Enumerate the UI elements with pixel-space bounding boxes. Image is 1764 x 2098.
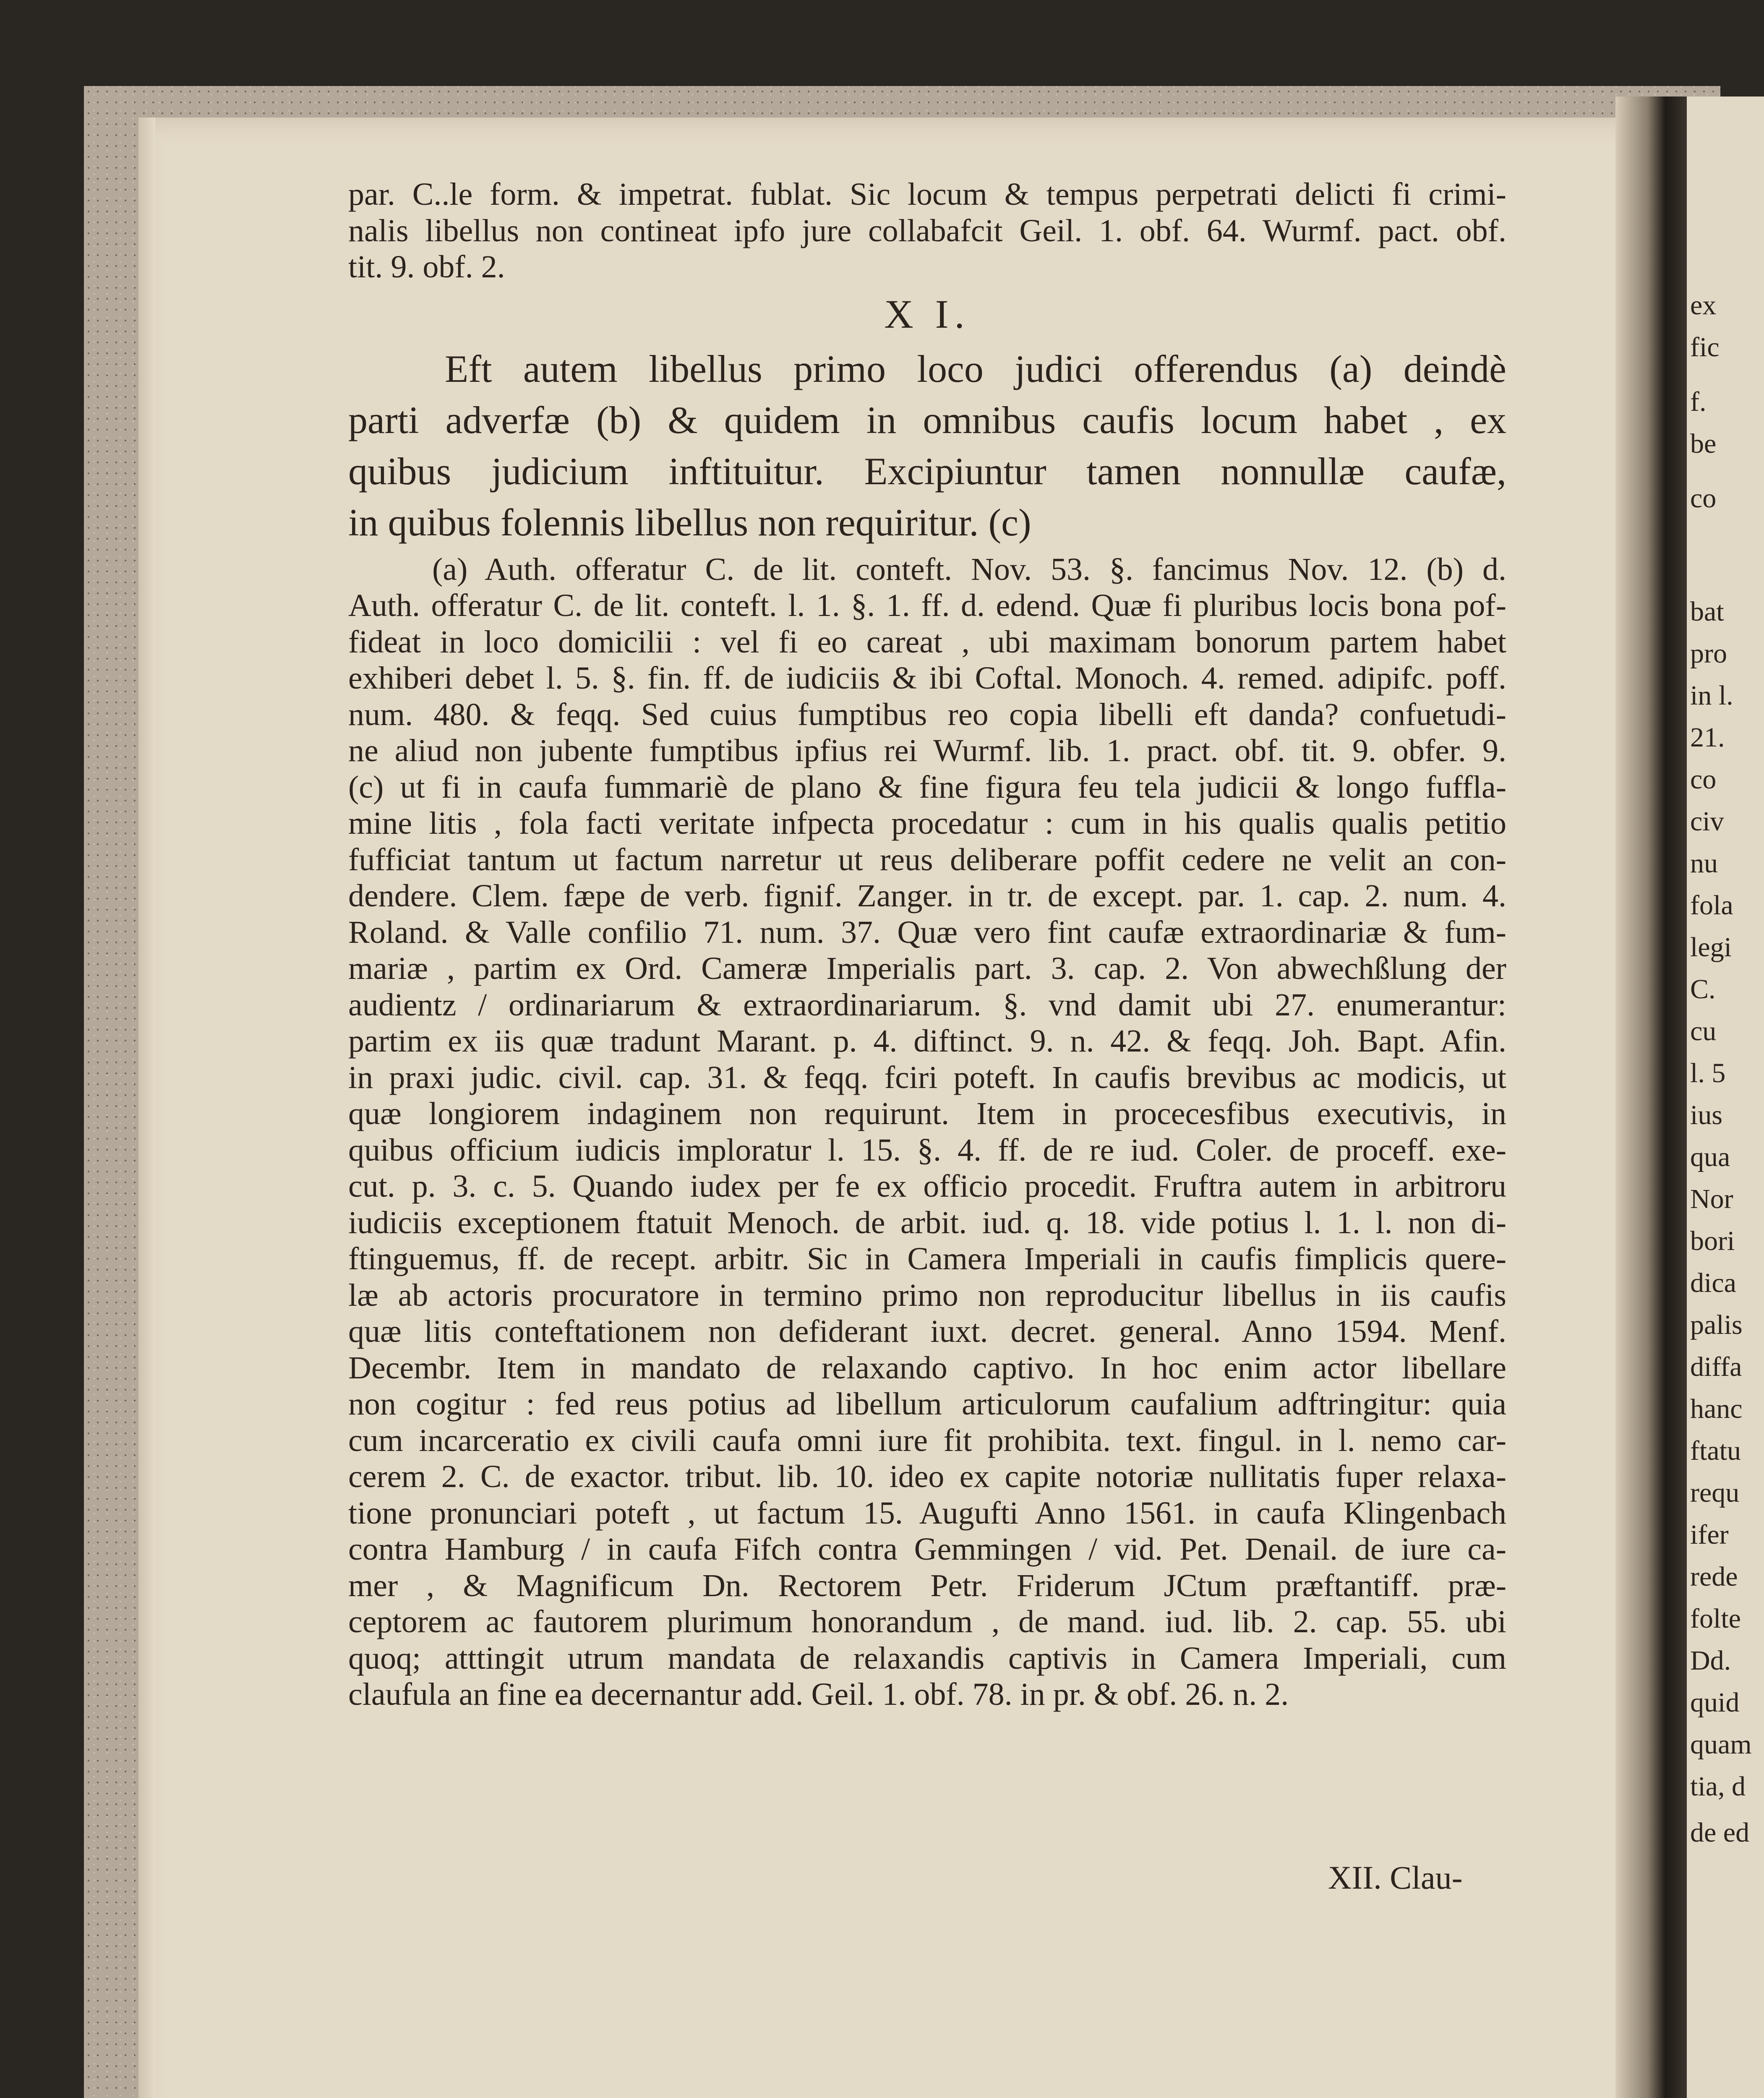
right-page-fragment: l. 5 bbox=[1690, 1058, 1726, 1088]
text-line: parti adverfæ (b) & quidem in omnibus caufis locum habet , ex bbox=[348, 398, 1506, 441]
text-line: tit. 9. obf. 2. bbox=[348, 249, 505, 284]
right-page-fragment: tia, d bbox=[1690, 1771, 1746, 1802]
note-line: quibus officium iudicis imploratur l. 15. §. 4. ff. de re iud. Coler. de proceff. exe- bbox=[348, 1132, 1506, 1168]
note-line: Decembr. Item in mandato de relaxando captivo. In hoc enim actor libellare bbox=[348, 1350, 1506, 1386]
note-line: fideat in loco domicilii : vel fi eo careat , ubi maximam bonorum partem habet bbox=[348, 624, 1506, 660]
page-text bbox=[348, 176, 1506, 1713]
right-page-fragment: cu bbox=[1690, 1016, 1717, 1046]
right-page-fragment: dica bbox=[1690, 1268, 1736, 1298]
note-line: quoq; atttingit utrum mandata de relaxandis captivis in Camera Imperiali, cum bbox=[348, 1640, 1506, 1676]
note-line: mariæ , partim ex Ord. Cameræ Imperialis part. 3. cap. 2. Von abwechßlung der bbox=[348, 951, 1506, 986]
note-line: num. 480. & feqq. Sed cuius fumptibus reo copia libelli eft danda? confuetudi- bbox=[348, 697, 1506, 732]
right-page-fragment: ex bbox=[1690, 290, 1717, 321]
right-page-fragment: diffa bbox=[1690, 1352, 1742, 1382]
right-page-fragment: rede bbox=[1690, 1561, 1738, 1592]
note-line: Roland. & Valle confilio 71. num. 37. Quæ vero fint caufæ extraordinariæ & fum- bbox=[348, 914, 1506, 950]
note-line: quæ litis conteftationem non defiderant iuxt. decret. general. Anno 1594. Menf. bbox=[348, 1314, 1506, 1349]
right-page-fragment: qua bbox=[1690, 1142, 1730, 1172]
note-line: (c) ut fi in caufa fummariè de plano & fine figura feu tela judicii & longo fuffla- bbox=[348, 769, 1506, 805]
right-page-fragment: 21. bbox=[1690, 722, 1725, 753]
note-line: fufficiat tantum ut factum narretur ut reus deliberare poffit cedere ne velit an con- bbox=[348, 842, 1506, 877]
note-line: quæ longiorem indaginem non requirunt. Item in procecesfibus executivis, in bbox=[348, 1096, 1506, 1131]
right-page-fragment: legi bbox=[1690, 932, 1732, 963]
footnotes bbox=[348, 551, 1506, 1713]
right-page-fragment: f. bbox=[1690, 386, 1707, 417]
right-page-fragment: ftatu bbox=[1690, 1435, 1741, 1466]
note-line: mer , & Magnificum Dn. Rectorem Petr. Friderum JCtum præftantiff. præ- bbox=[348, 1568, 1506, 1603]
section-heading: X I. bbox=[884, 291, 971, 337]
note-line: exhiberi debet l. 5. §. fin. ff. de iudiciis & ibi Coftal. Monoch. 4. remed. adipifc. poff. bbox=[348, 660, 1506, 696]
right-page-fragment: fic bbox=[1690, 332, 1720, 363]
note-line: non cogitur : fed reus potius ad libellum articulorum caufalium adftringitur: quia bbox=[348, 1386, 1506, 1422]
text-line: in quibus folennis libellus non requiritur. (c) bbox=[348, 501, 1031, 544]
main-paragraph bbox=[348, 343, 1506, 548]
note-line: partim ex iis quæ tradunt Marant. p. 4. diftinct. 9. n. 42. & feqq. Joh. Bapt. Afin. bbox=[348, 1023, 1506, 1059]
note-line: iudiciis exceptionem ftatuit Menoch. de arbit. iud. q. 18. vide potius l. 1. l. non di- bbox=[348, 1205, 1506, 1240]
note-line: cum incarceratio ex civili caufa omni iure fit prohibita. text. fingul. in l. nemo car- bbox=[348, 1422, 1506, 1458]
right-page-fragment: palis bbox=[1690, 1310, 1743, 1340]
note-line: audientz / ordinariarum & extraordinariarum. §. vnd damit ubi 27. enumerantur: bbox=[348, 987, 1506, 1023]
right-page-fragment: quid bbox=[1690, 1687, 1740, 1718]
right-page-fragment: bat bbox=[1690, 596, 1724, 627]
right-page-fragment: fola bbox=[1690, 890, 1733, 921]
right-page-fragment: C. bbox=[1690, 974, 1716, 1005]
note-line: mine litis , fola facti veritate infpecta procedatur : cum in his qualis qualis petitio bbox=[348, 806, 1506, 841]
note-line: tione pronunciari poteft , ut factum 15. Augufti Anno 1561. in caufa Klingenbach bbox=[348, 1495, 1506, 1531]
note-line: læ ab actoris procuratore in termino primo non reproducitur libellus in iis caufis bbox=[348, 1277, 1506, 1313]
right-page-fragment: co bbox=[1690, 483, 1717, 514]
note-line: in praxi judic. civil. cap. 31. & feqq. fciri poteft. In caufis brevibus ac modicis, ut bbox=[348, 1059, 1506, 1095]
text-line: Eft autem libellus primo loco judici offerendus (a) deindè bbox=[445, 347, 1506, 390]
right-page-fragment: ifer bbox=[1690, 1519, 1729, 1550]
text-line: quibus judicium inftituitur. Excipiuntur tamen nonnullæ caufæ, bbox=[348, 449, 1506, 493]
right-page-fragment: bori bbox=[1690, 1226, 1735, 1256]
note-line: contra Hamburg / in caufa Fifch contra Gemmingen / vid. Pet. Denail. de iure ca- bbox=[348, 1532, 1506, 1567]
note-line: cerem 2. C. de exactor. tribut. lib. 10. ideo ex capite notoriæ nullitatis fuper relaxa- bbox=[348, 1459, 1506, 1494]
right-page-fragment: ius bbox=[1690, 1100, 1723, 1130]
right-page-fragment: Dd. bbox=[1690, 1645, 1731, 1676]
right-page-fragment: co bbox=[1690, 764, 1717, 795]
note-line: Auth. offeratur C. de lit. conteft. l. 1. §. 1. ff. d. edend. Quæ fi pluribus locis bona pof- bbox=[348, 588, 1506, 623]
top-continuation bbox=[348, 176, 1506, 285]
right-page-fragment: Nor bbox=[1690, 1184, 1733, 1214]
right-page-fragment: de ed bbox=[1690, 1817, 1750, 1848]
note-line: ne aliud non jubente fumptibus ipfius rei Wurmf. lib. 1. pract. obf. tit. 9. obfer. 9. bbox=[348, 733, 1506, 768]
note-line: claufula an fine ea decernantur add. Geil. 1. obf. 78. in pr. & obf. 26. n. 2. bbox=[348, 1677, 1289, 1712]
right-page-fragment: requ bbox=[1690, 1477, 1740, 1508]
note-line: dendere. Clem. fæpe de verb. fignif. Zanger. in tr. de except. par. 1. cap. 2. num. 4. bbox=[348, 878, 1506, 913]
text-line: nalis libellus non contineat ipfo jure collabafcit Geil. 1. obf. 64. Wurmf. pact. obf. bbox=[348, 213, 1506, 248]
book-gutter bbox=[1615, 97, 1687, 2098]
catchword: XII. Clau- bbox=[1328, 1859, 1463, 1896]
right-page-fragment: civ bbox=[1690, 806, 1724, 837]
note-line: ftinguemus, ff. de recept. arbitr. Sic in Camera Imperiali in caufis fimplicis quere- bbox=[348, 1241, 1506, 1276]
note-line: cut. p. 3. c. 5. Quando iudex per fe ex officio procedit. Fruftra autem in arbitroru bbox=[348, 1169, 1506, 1204]
right-page-fragment: quam bbox=[1690, 1729, 1752, 1760]
text-line: par. C..le form. & impetrat. fublat. Sic locum & tempus perpetrati delicti fi crimi- bbox=[348, 177, 1506, 212]
right-page-fragment: folte bbox=[1690, 1603, 1741, 1634]
right-page-fragment: be bbox=[1690, 428, 1717, 459]
right-page-fragment: nu bbox=[1690, 848, 1718, 879]
right-page-fragment: pro bbox=[1690, 638, 1727, 669]
note-line: ceptorem ac fautorem plurimum honorandum , de mand. iud. lib. 2. cap. 55. ubi bbox=[348, 1604, 1506, 1639]
note-line: (a) Auth. offeratur C. de lit. conteft. Nov. 53. §. fancimus Nov. 12. (b) d. bbox=[432, 551, 1506, 587]
right-page-fragment: hanc bbox=[1690, 1393, 1743, 1424]
right-page-fragment: in l. bbox=[1690, 680, 1733, 711]
